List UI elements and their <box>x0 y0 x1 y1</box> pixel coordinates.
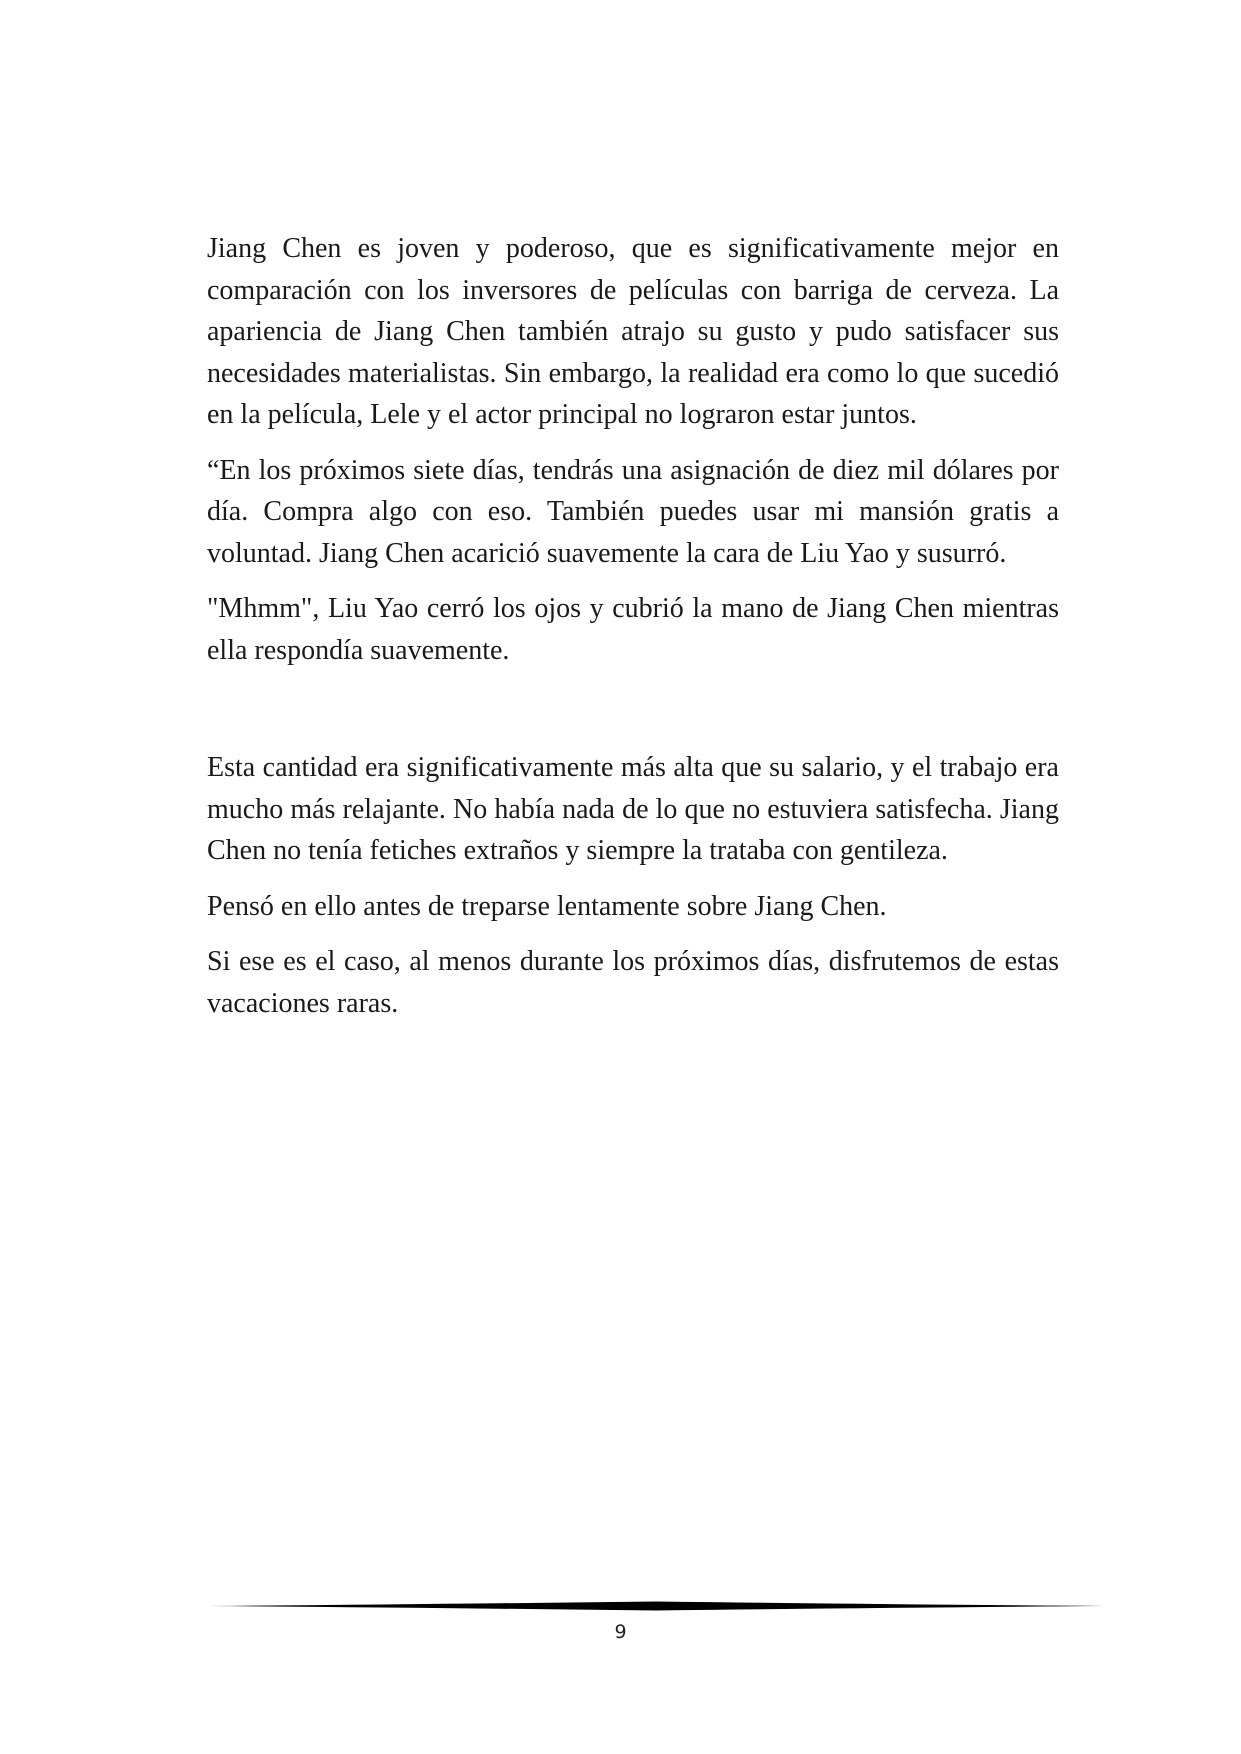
paragraph: Si ese es el caso, al menos durante los próximos días, disfrutemos de estas vacaciones raras. <box>207 946 1059 1019</box>
section-gap <box>207 685 1059 747</box>
footer-divider <box>207 1599 1105 1613</box>
paragraph: Jiang Chen es joven y poderoso, que es significativamente mejor en comparación con los inversores de películas con barriga de cerveza. La apariencia de Jiang Chen también atrajo su gusto y pudo satisfacer sus necesidades materialistas. Sin embargo, la realidad era como lo que sucedió en la película, Lele y el actor principal no lograron estar juntos. <box>207 233 1059 430</box>
paragraph: “En los próximos siete días, tendrás una asignación de diez mil dólares por día. Compra algo con eso. También puedes usar mi mansión gratis a voluntad. Jiang Chen acarició suavemente la cara de Liu Yao y susurró. <box>207 454 1059 569</box>
paragraph: Esta cantidad era significativamente más alta que su salario, y el trabajo era mucho más relajante. No había nada de lo que no estuviera satisfecha. Jiang Chen no tenía fetiches extraños y siempre la trataba con gentileza. <box>207 752 1059 866</box>
paragraph: Pensó en ello antes de treparse lentamente sobre Jiang Chen. <box>207 890 887 922</box>
page-number: 9 <box>614 1621 627 1643</box>
body-text <box>207 228 1059 1038</box>
paragraph: "Mhmm", Liu Yao cerró los ojos y cubrió la mano de Jiang Chen mientras ella respondía suavemente. <box>207 593 1059 666</box>
